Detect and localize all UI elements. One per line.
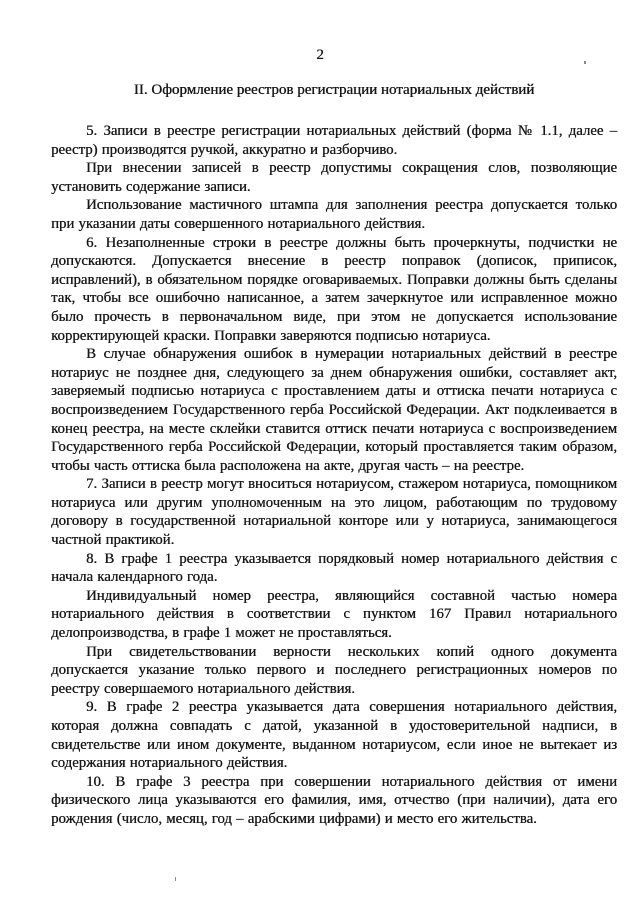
paragraph-error-act: В случае обнаружения ошибок в нумерации нотариальных действий в реестре нотариус не позднее дня, следующего за днем обнаружения ошибки, составляет акт, заверяемый подписью нотариуса с проставлением даты и оттиска печати нотариуса с воспроизведением Государственного герба Российской Федерации. Акт подклеивается в конец реестра, на месте склейки ставится оттиск печати нотариуса с воспроизведением Государственного герба Российской Федерации, который проставляется таким образом, чтобы часть оттиска была расположена на акте, другая часть – на реестре. — [51, 346, 617, 474]
paragraph-item-10: 10. В графе 3 реестра при совершении нотариального действия от имени физического лица указываются его фамилия, имя, отчество (при наличии), дата его рождения (число, месяц, год – арабскими цифрами) и место его жительства. — [51, 773, 617, 827]
paragraph-multiple-copies: При свидетельствовании верности нескольких копий одного документа допускается указание только первого и последнего регистрационных номеров по реестру совершаемого нотариального действия. — [51, 643, 617, 697]
paragraph-item-5: 5. Записи в реестре регистрации нотариальных действий (форма № 1.1, далее – реестр) производятся ручкой, аккуратно и разборчиво. — [51, 123, 617, 158]
paragraph-item-7: 7. Записи в реестр могут вноситься нотариусом, стажером нотариуса, помощником нотариуса или другим уполномоченным на это лицом, работающим по трудовому договору в государственной нотариальной конторе или у нотариуса, занимающегося частной практикой. — [51, 476, 617, 549]
paragraph-item-8: 8. В графе 1 реестра указывается порядковый номер нотариального действия с начала календарного года. — [51, 550, 617, 586]
scan-artifact-dot — [175, 877, 176, 881]
paragraph-item-9: 9. В графе 2 реестра указывается дата совершения нотариального действия, которая должна совпадать с датой, указанной в удостоверительной надписи, в свидетельстве или ином документе, выданном нотариусом, если иное не вытекает из содержания нотариального действия. — [51, 699, 617, 772]
paragraph-abbreviations: При внесении записей в реестр допустимы сокращения слов, позволяющие установить содержание записи. — [51, 160, 617, 195]
paragraph-individual-number: Индивидуальный номер реестра, являющийся составной частью номера нотариального действия в соответствии с пунктом 167 Правил нотариального делопроизводства, в графе 1 может не проставляться. — [51, 587, 617, 642]
page-number: 2 — [316, 47, 324, 63]
paragraph-item-6: 6. Незаполненные строки в реестре должны быть прочеркнуты, подчистки не допускаются. Допускается внесение в реестр поправок (дописок, приписок, исправлений), в обязательном порядке оговариваемых. Поправки должны быть сделаны так, чтобы все ошибочно написанное, а затем зачеркнутое или исправленное можно было прочесть в первоначальном виде, при этом не допускается использование корректирующей краски. Поправки заверяются подписью нотариуса. — [51, 234, 617, 344]
paragraph-stamp-use: Использование мастичного штампа для заполнения реестра допускается только при указании даты совершенного нотариального действия. — [51, 197, 617, 232]
document-body — [51, 122, 617, 829]
section-heading: II. Оформление реестров регистрации нотариальных действий — [133, 82, 535, 98]
scan-artifact-dot — [584, 61, 586, 64]
